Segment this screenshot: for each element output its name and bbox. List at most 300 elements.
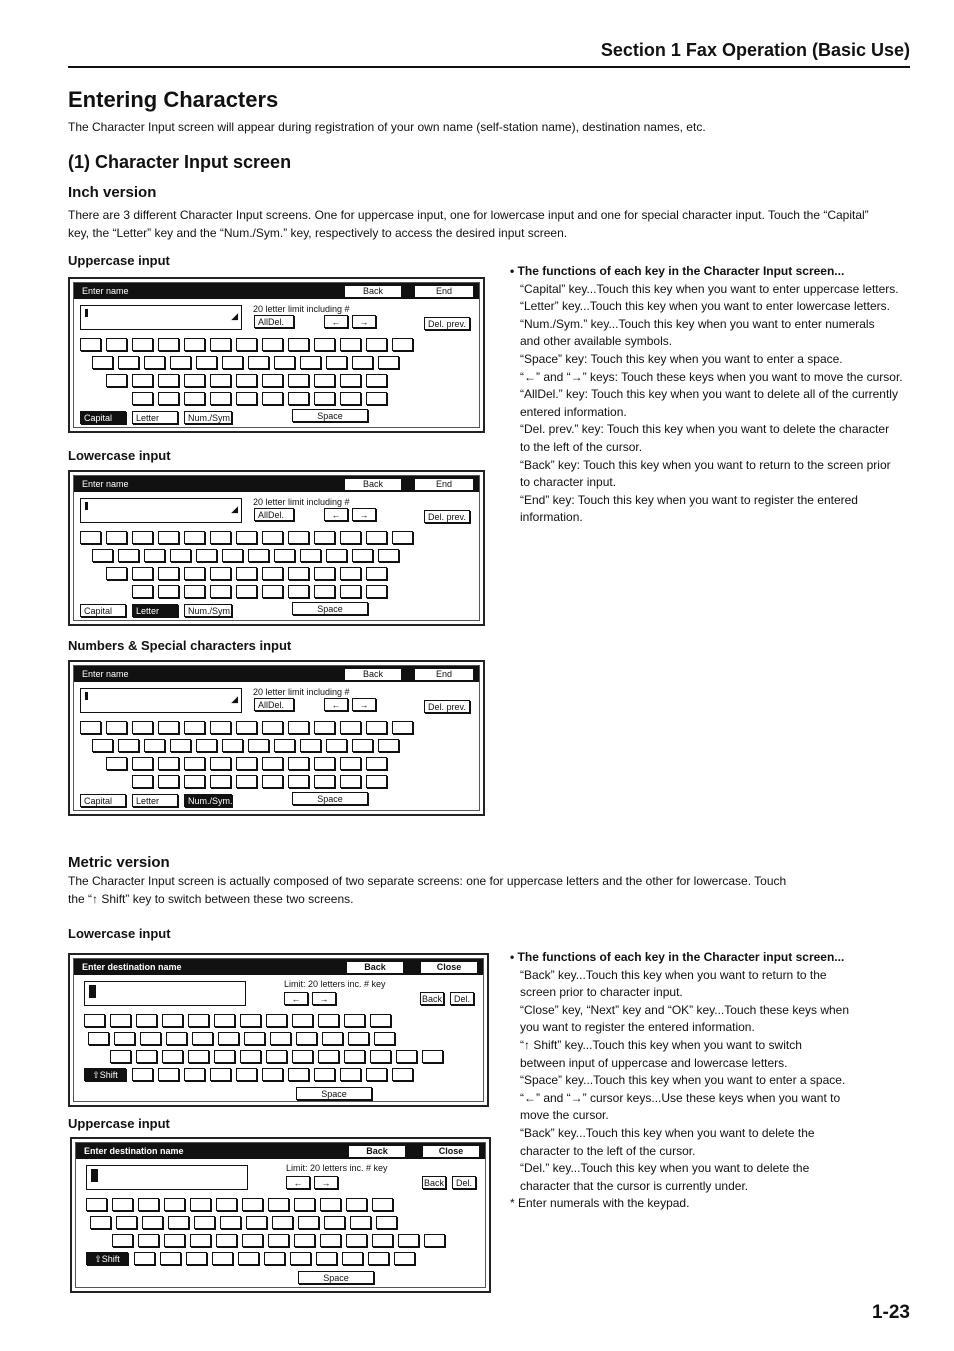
char-key[interactable]: [366, 721, 387, 734]
char-key[interactable]: [170, 549, 191, 562]
char-key[interactable]: [170, 356, 191, 369]
char-key[interactable]: [262, 757, 283, 770]
char-key[interactable]: [80, 338, 101, 351]
char-key[interactable]: [314, 721, 335, 734]
char-key[interactable]: [132, 757, 153, 770]
screen-title-bar: [74, 283, 479, 299]
char-key[interactable]: [92, 739, 113, 752]
char-key[interactable]: [160, 1252, 181, 1265]
char-key[interactable]: [326, 739, 347, 752]
char-key[interactable]: [158, 721, 179, 734]
char-key[interactable]: [106, 338, 127, 351]
char-key[interactable]: [376, 1216, 397, 1229]
char-key[interactable]: [392, 338, 413, 351]
char-key[interactable]: [396, 1050, 417, 1063]
space-button[interactable]: Space: [296, 1087, 372, 1100]
char-key[interactable]: [314, 757, 335, 770]
back-small-button[interactable]: Back: [423, 1178, 444, 1188]
char-key[interactable]: [114, 1032, 135, 1045]
char-key[interactable]: [366, 1068, 387, 1081]
char-key[interactable]: [248, 739, 269, 752]
char-key[interactable]: [314, 775, 335, 788]
char-key[interactable]: [378, 549, 399, 562]
screen-title-bar: [74, 476, 479, 492]
char-key[interactable]: [340, 392, 361, 405]
back-button[interactable]: Back: [344, 668, 402, 681]
char-key[interactable]: [366, 567, 387, 580]
char-key[interactable]: [316, 1252, 337, 1265]
char-key[interactable]: [340, 775, 361, 788]
char-key[interactable]: [262, 1068, 283, 1081]
metric-note-line: character to the left of the cursor.: [520, 1143, 696, 1158]
char-key[interactable]: [318, 1050, 339, 1063]
char-key[interactable]: [324, 1216, 345, 1229]
char-key[interactable]: [262, 567, 283, 580]
char-key[interactable]: [210, 392, 231, 405]
numsym-button[interactable]: Num./Sym.: [184, 794, 232, 807]
char-key[interactable]: [288, 757, 309, 770]
char-key[interactable]: [140, 1032, 161, 1045]
char-key[interactable]: [222, 549, 243, 562]
char-key[interactable]: [352, 356, 373, 369]
char-key[interactable]: [288, 338, 309, 351]
char-key[interactable]: [262, 775, 283, 788]
char-key[interactable]: [184, 392, 205, 405]
char-key[interactable]: [288, 531, 309, 544]
char-key[interactable]: [216, 1198, 237, 1211]
char-key[interactable]: [132, 374, 153, 387]
char-key[interactable]: [184, 567, 205, 580]
char-key[interactable]: [158, 1068, 179, 1081]
space-button[interactable]: Space: [292, 602, 368, 615]
inch-para-line-1: There are 3 different Character Input screens. One for uppercase input, one for lowercase input and one for special character input. Touch the “Capital”: [68, 208, 869, 222]
char-key[interactable]: [210, 338, 231, 351]
char-key[interactable]: [262, 374, 283, 387]
char-key[interactable]: [326, 549, 347, 562]
back-button[interactable]: Back: [344, 285, 402, 298]
char-key[interactable]: [84, 1014, 105, 1027]
cursor-left-button[interactable]: ←: [286, 1176, 310, 1189]
close-button[interactable]: Close: [420, 961, 478, 974]
char-key[interactable]: [366, 775, 387, 788]
char-key[interactable]: [320, 1234, 341, 1247]
char-key[interactable]: [314, 338, 335, 351]
char-key[interactable]: [196, 356, 217, 369]
char-key[interactable]: [158, 392, 179, 405]
char-key[interactable]: [210, 757, 231, 770]
char-key[interactable]: [132, 775, 153, 788]
screen-frame: [73, 958, 484, 1102]
char-key[interactable]: [370, 1014, 391, 1027]
char-key[interactable]: [118, 549, 139, 562]
cursor-left-button[interactable]: ←: [324, 508, 348, 521]
char-key[interactable]: [112, 1234, 133, 1247]
char-key[interactable]: [374, 1032, 395, 1045]
char-key[interactable]: [288, 585, 309, 598]
char-key[interactable]: [322, 1032, 343, 1045]
char-key[interactable]: [236, 531, 257, 544]
char-key[interactable]: [236, 338, 257, 351]
char-key[interactable]: [236, 392, 257, 405]
char-key[interactable]: [184, 1068, 205, 1081]
char-key[interactable]: [298, 1216, 319, 1229]
char-key[interactable]: [210, 1068, 231, 1081]
char-key[interactable]: [378, 356, 399, 369]
char-key[interactable]: [366, 392, 387, 405]
char-key[interactable]: [344, 1014, 365, 1027]
char-key[interactable]: [218, 1032, 239, 1045]
char-key[interactable]: [344, 1050, 365, 1063]
letter-button[interactable]: Letter: [132, 604, 178, 617]
char-key[interactable]: [264, 1252, 285, 1265]
char-key[interactable]: [340, 338, 361, 351]
char-key[interactable]: [294, 1198, 315, 1211]
char-key[interactable]: [248, 549, 269, 562]
char-key[interactable]: [184, 721, 205, 734]
metric-note-line: move the cursor.: [520, 1108, 609, 1123]
numsym-button[interactable]: Num./Sym.: [184, 604, 232, 617]
char-key[interactable]: [188, 1050, 209, 1063]
char-key[interactable]: [90, 1216, 111, 1229]
char-key[interactable]: [170, 739, 191, 752]
char-key[interactable]: [314, 531, 335, 544]
char-key[interactable]: [222, 356, 243, 369]
capital-button[interactable]: Capital: [80, 794, 126, 807]
char-key[interactable]: [132, 338, 153, 351]
char-key[interactable]: [144, 549, 165, 562]
char-key[interactable]: [248, 356, 269, 369]
char-key[interactable]: [372, 1234, 393, 1247]
char-key[interactable]: [314, 1068, 335, 1081]
char-key[interactable]: [158, 374, 179, 387]
char-key[interactable]: [222, 739, 243, 752]
char-key[interactable]: [236, 1068, 257, 1081]
char-key[interactable]: [210, 721, 231, 734]
char-key[interactable]: [238, 1252, 259, 1265]
char-key[interactable]: [164, 1234, 185, 1247]
metric-para-line-1: The Character Input screen is actually composed of two separate screens: one for uppercase letters and the other for lowercase. Touch: [68, 874, 787, 888]
destination-name-input[interactable]: [84, 981, 246, 1006]
char-key[interactable]: [236, 374, 257, 387]
char-key[interactable]: [290, 1252, 311, 1265]
char-key[interactable]: [392, 531, 413, 544]
char-key[interactable]: [262, 721, 283, 734]
char-key[interactable]: [296, 1032, 317, 1045]
del-button[interactable]: Del.: [450, 992, 474, 1005]
char-key[interactable]: [118, 356, 139, 369]
char-key[interactable]: [196, 739, 217, 752]
char-key[interactable]: [196, 549, 217, 562]
del-prev-button[interactable]: Del. prev.: [424, 510, 470, 523]
char-key[interactable]: [246, 1216, 267, 1229]
back-button[interactable]: Back: [348, 1145, 406, 1158]
char-key[interactable]: [352, 549, 373, 562]
char-key[interactable]: [422, 1050, 443, 1063]
char-key[interactable]: [236, 757, 257, 770]
char-key[interactable]: [272, 1216, 293, 1229]
char-key[interactable]: [214, 1050, 235, 1063]
char-key[interactable]: [300, 739, 321, 752]
char-key[interactable]: [186, 1252, 207, 1265]
char-key[interactable]: [168, 1216, 189, 1229]
char-key[interactable]: [184, 531, 205, 544]
char-key[interactable]: [118, 739, 139, 752]
char-key[interactable]: [158, 757, 179, 770]
char-key[interactable]: [158, 567, 179, 580]
char-key[interactable]: [392, 721, 413, 734]
char-key[interactable]: [242, 1198, 263, 1211]
char-key[interactable]: [398, 1234, 419, 1247]
char-key[interactable]: [346, 1198, 367, 1211]
char-key[interactable]: [136, 1014, 157, 1027]
char-key[interactable]: [192, 1032, 213, 1045]
char-key[interactable]: [112, 1198, 133, 1211]
char-key[interactable]: [162, 1050, 183, 1063]
intro-text: The Character Input screen will appear during registration of your own name (self-station name), destination names, etc.: [68, 120, 706, 134]
cursor-right-button[interactable]: →: [314, 1176, 338, 1189]
screen-metric-uppercase: [70, 1137, 491, 1293]
cursor-left-button[interactable]: ←: [324, 698, 348, 711]
char-key[interactable]: [370, 1050, 391, 1063]
char-key[interactable]: [210, 374, 231, 387]
del-prev-button[interactable]: Del. prev.: [424, 317, 470, 330]
char-key[interactable]: [106, 567, 127, 580]
char-key[interactable]: [318, 1014, 339, 1027]
cursor-right-button[interactable]: →: [352, 508, 376, 521]
char-key[interactable]: [184, 585, 205, 598]
char-key[interactable]: [132, 585, 153, 598]
char-key[interactable]: [262, 338, 283, 351]
char-key[interactable]: [340, 531, 361, 544]
char-key[interactable]: [366, 531, 387, 544]
back-small-button[interactable]: Back: [421, 994, 442, 1004]
char-key[interactable]: [158, 531, 179, 544]
space-button[interactable]: Space: [298, 1271, 374, 1284]
char-key[interactable]: [144, 739, 165, 752]
char-key[interactable]: [366, 585, 387, 598]
char-key[interactable]: [314, 585, 335, 598]
end-button[interactable]: End: [414, 668, 474, 681]
char-key[interactable]: [270, 1032, 291, 1045]
cursor-icon: [85, 309, 88, 317]
char-key[interactable]: [194, 1216, 215, 1229]
metric-note-line: “←” and “→” cursor keys...Use these keys when you want to: [520, 1090, 841, 1105]
char-key[interactable]: [142, 1216, 163, 1229]
cursor-right-button[interactable]: →: [352, 698, 376, 711]
char-key[interactable]: [288, 721, 309, 734]
char-key[interactable]: [190, 1234, 211, 1247]
close-button[interactable]: Close: [422, 1145, 480, 1158]
shift-button[interactable]: ⇧Shift: [84, 1068, 126, 1081]
char-key[interactable]: [340, 721, 361, 734]
letter-button[interactable]: Letter: [132, 794, 178, 807]
char-key[interactable]: [158, 585, 179, 598]
char-key[interactable]: [188, 1014, 209, 1027]
space-button[interactable]: Space: [292, 792, 368, 805]
alldel-button[interactable]: AllDel.: [254, 315, 294, 328]
char-key[interactable]: [340, 585, 361, 598]
char-key[interactable]: [288, 392, 309, 405]
char-key[interactable]: [300, 549, 321, 562]
char-key[interactable]: [144, 356, 165, 369]
char-key[interactable]: [210, 585, 231, 598]
char-key[interactable]: [136, 1050, 157, 1063]
char-key[interactable]: [424, 1234, 445, 1247]
char-key[interactable]: [288, 775, 309, 788]
char-key[interactable]: [80, 721, 101, 734]
char-key[interactable]: [132, 567, 153, 580]
char-key[interactable]: [86, 1198, 107, 1211]
char-key[interactable]: [158, 775, 179, 788]
end-button[interactable]: End: [414, 478, 474, 491]
char-key[interactable]: [184, 757, 205, 770]
cursor-right-button[interactable]: →: [352, 315, 376, 328]
char-key[interactable]: [216, 1234, 237, 1247]
char-key[interactable]: [164, 1198, 185, 1211]
char-key[interactable]: [262, 392, 283, 405]
char-key[interactable]: [106, 721, 127, 734]
char-key[interactable]: [368, 1252, 389, 1265]
char-key[interactable]: [314, 567, 335, 580]
char-key[interactable]: [352, 739, 373, 752]
char-key[interactable]: [88, 1032, 109, 1045]
char-key[interactable]: [266, 1050, 287, 1063]
char-key[interactable]: [132, 392, 153, 405]
char-key[interactable]: [372, 1198, 393, 1211]
char-key[interactable]: [80, 531, 101, 544]
char-key[interactable]: [274, 356, 295, 369]
char-key[interactable]: [350, 1216, 371, 1229]
char-key[interactable]: [166, 1032, 187, 1045]
char-key[interactable]: [106, 757, 127, 770]
char-key[interactable]: [342, 1252, 363, 1265]
char-key[interactable]: [292, 1014, 313, 1027]
char-key[interactable]: [92, 356, 113, 369]
shift-button[interactable]: ⇧Shift: [86, 1252, 128, 1265]
char-key[interactable]: [236, 775, 257, 788]
char-key[interactable]: [392, 1068, 413, 1081]
char-key[interactable]: [288, 567, 309, 580]
char-key[interactable]: [184, 338, 205, 351]
char-key[interactable]: [132, 721, 153, 734]
char-key[interactable]: [340, 567, 361, 580]
alldel-button[interactable]: AllDel.: [254, 698, 294, 711]
char-key[interactable]: [244, 1032, 265, 1045]
char-key[interactable]: [158, 338, 179, 351]
char-key[interactable]: [190, 1198, 211, 1211]
name-input[interactable]: [80, 688, 242, 713]
char-key[interactable]: [106, 374, 127, 387]
char-key[interactable]: [320, 1198, 341, 1211]
alldel-button[interactable]: AllDel.: [254, 508, 294, 521]
cursor-left-button[interactable]: ←: [324, 315, 348, 328]
char-key[interactable]: [240, 1014, 261, 1027]
char-key[interactable]: [236, 721, 257, 734]
char-key[interactable]: [268, 1198, 289, 1211]
cursor-left-button[interactable]: ←: [284, 992, 308, 1005]
char-key[interactable]: [210, 567, 231, 580]
char-key[interactable]: [134, 1252, 155, 1265]
char-key[interactable]: [292, 1050, 313, 1063]
char-key[interactable]: [184, 775, 205, 788]
char-key[interactable]: [268, 1234, 289, 1247]
char-key[interactable]: [394, 1252, 415, 1265]
char-key[interactable]: [162, 1014, 183, 1027]
destination-name-input[interactable]: [86, 1165, 248, 1190]
char-key[interactable]: [132, 531, 153, 544]
char-key[interactable]: [314, 392, 335, 405]
char-key[interactable]: [340, 757, 361, 770]
char-key[interactable]: [210, 775, 231, 788]
char-key[interactable]: [236, 585, 257, 598]
char-key[interactable]: [116, 1216, 137, 1229]
name-input[interactable]: [80, 305, 242, 330]
char-key[interactable]: [262, 585, 283, 598]
back-button[interactable]: Back: [346, 961, 404, 974]
char-key[interactable]: [262, 531, 283, 544]
back-button[interactable]: Back: [344, 478, 402, 491]
char-key[interactable]: [220, 1216, 241, 1229]
capital-button[interactable]: Capital: [80, 411, 126, 424]
char-key[interactable]: [300, 356, 321, 369]
char-key[interactable]: [106, 531, 127, 544]
char-key[interactable]: [110, 1014, 131, 1027]
char-key[interactable]: [242, 1234, 263, 1247]
char-key[interactable]: [288, 1068, 309, 1081]
char-key[interactable]: [184, 374, 205, 387]
capital-button[interactable]: Capital: [80, 604, 126, 617]
space-button[interactable]: Space: [292, 409, 368, 422]
letter-button[interactable]: Letter: [132, 411, 178, 424]
char-key[interactable]: [138, 1234, 159, 1247]
char-key[interactable]: [214, 1014, 235, 1027]
char-key[interactable]: [236, 567, 257, 580]
char-key[interactable]: [288, 374, 309, 387]
cursor-right-button[interactable]: →: [312, 992, 336, 1005]
end-button[interactable]: End: [414, 285, 474, 298]
char-key[interactable]: [210, 531, 231, 544]
char-key[interactable]: [340, 1068, 361, 1081]
cursor-icon: [85, 692, 88, 700]
char-key[interactable]: [366, 338, 387, 351]
screen-inch-numsym: [68, 660, 485, 816]
char-key[interactable]: [138, 1198, 159, 1211]
char-key[interactable]: [348, 1032, 369, 1045]
char-key[interactable]: [274, 739, 295, 752]
char-key[interactable]: [212, 1252, 233, 1265]
char-key[interactable]: [314, 374, 335, 387]
char-key[interactable]: [274, 549, 295, 562]
char-key[interactable]: [294, 1234, 315, 1247]
char-key[interactable]: [346, 1234, 367, 1247]
char-key[interactable]: [378, 739, 399, 752]
char-key[interactable]: [110, 1050, 131, 1063]
char-key[interactable]: [340, 374, 361, 387]
char-key[interactable]: [240, 1050, 261, 1063]
char-key[interactable]: [366, 757, 387, 770]
char-key[interactable]: [366, 374, 387, 387]
char-key[interactable]: [132, 1068, 153, 1081]
metric-notes-heading: • The functions of each key in the Character input screen...: [510, 950, 845, 964]
del-button[interactable]: Del.: [452, 1176, 476, 1189]
del-prev-button[interactable]: Del. prev.: [424, 700, 470, 713]
char-key[interactable]: [326, 356, 347, 369]
numsym-button[interactable]: Num./Sym.: [184, 411, 232, 424]
name-input[interactable]: [80, 498, 242, 523]
metric-footnote: * Enter numerals with the keypad.: [510, 1196, 690, 1211]
char-key[interactable]: [266, 1014, 287, 1027]
char-key[interactable]: [92, 549, 113, 562]
